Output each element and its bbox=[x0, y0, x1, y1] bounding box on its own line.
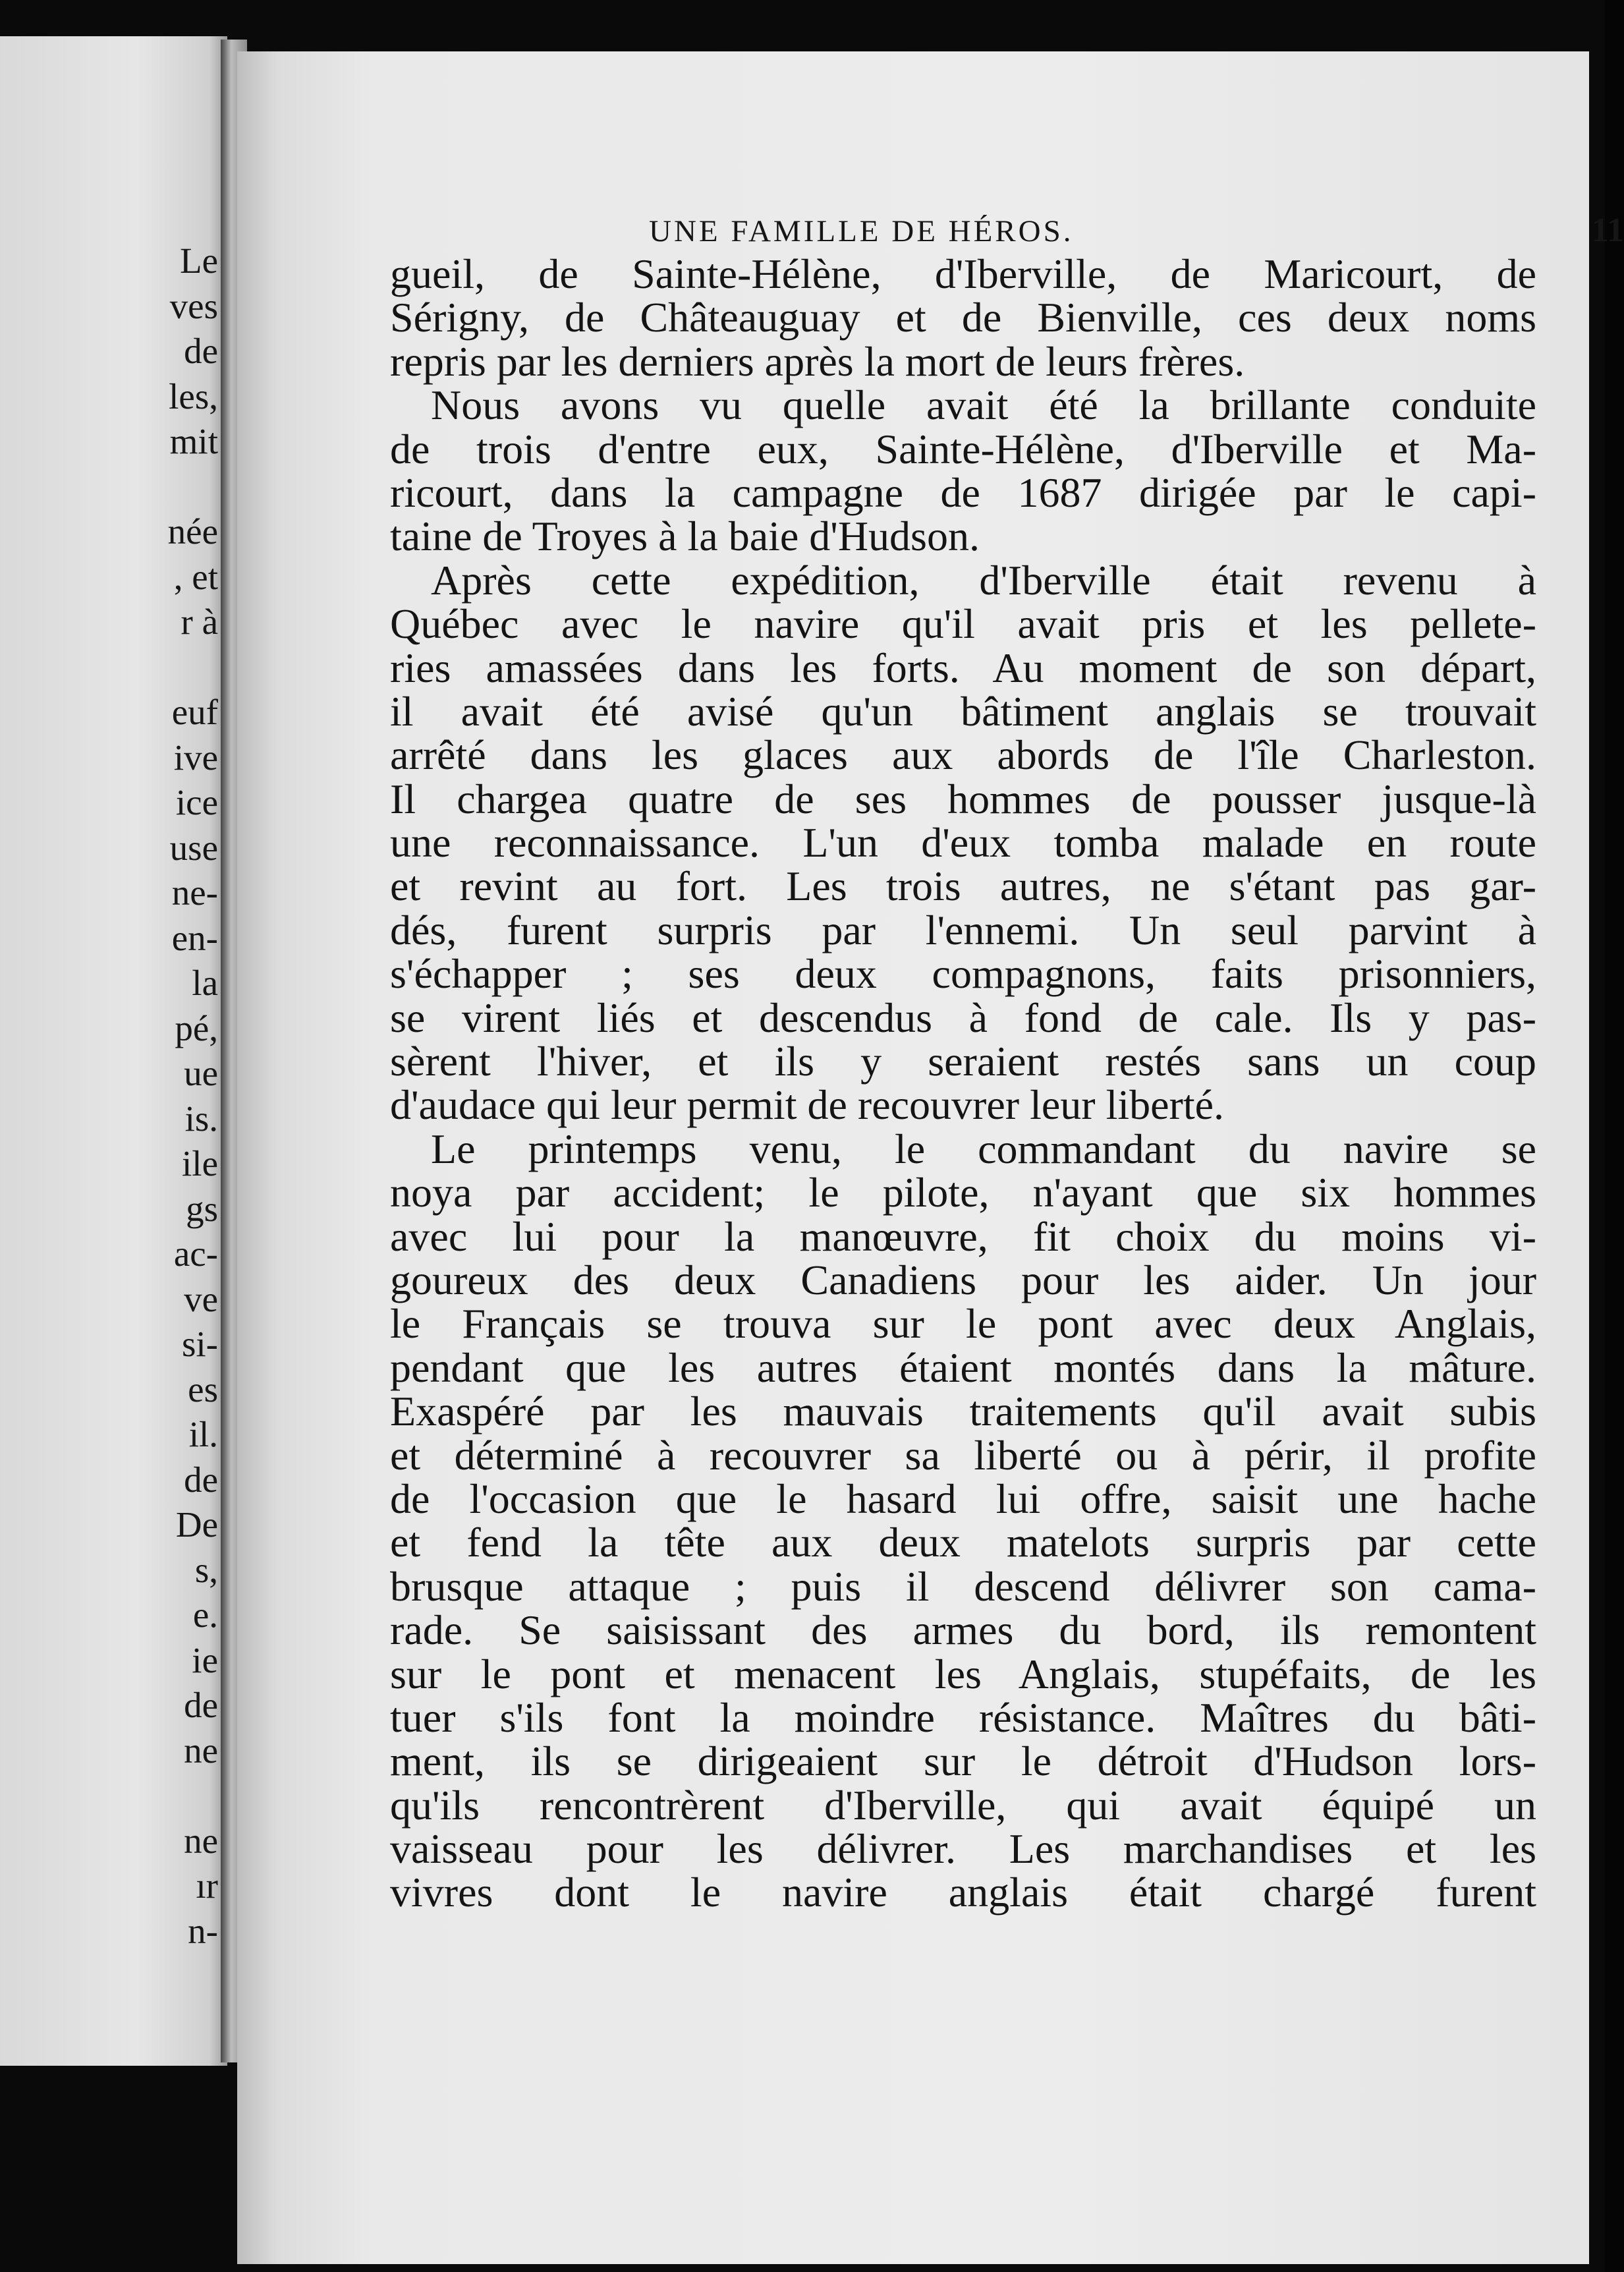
text-line: taine de Troyes à la baie d'Hudson. bbox=[390, 513, 980, 560]
left-fragment-line: ue bbox=[184, 1053, 218, 1093]
left-fragment-line: is. bbox=[184, 1098, 218, 1139]
left-fragment-line: r à bbox=[181, 602, 218, 642]
text-line: sèrent l'hiver, et ils y seraient restés sans un coup bbox=[390, 1038, 1536, 1085]
text-line: Québec avec le navire qu'il avait pris et les pellete- bbox=[390, 600, 1536, 648]
left-fragment-line: ves bbox=[169, 285, 218, 326]
text-line: ment, ils se dirigeaient sur le détroit d'Hudson lors- bbox=[390, 1738, 1536, 1785]
left-fragment-line: de bbox=[184, 331, 218, 371]
left-fragment-line: ne- bbox=[171, 872, 218, 913]
left-fragment-line: Le bbox=[179, 241, 218, 281]
text-line: le Français se trouva sur le pont avec deux Anglais, bbox=[390, 1300, 1536, 1348]
left-fragment-line bbox=[168, 645, 218, 691]
left-fragment-line: en- bbox=[171, 917, 218, 958]
text-line: d'audace qui leur permit de recouvrer leur liberté. bbox=[390, 1081, 1225, 1129]
left-fragment-line: de bbox=[184, 1685, 218, 1725]
text-line: s'échapper ; ses deux compagnons, faits prisonniers, bbox=[390, 950, 1536, 998]
text-line: ricourt, dans la campagne de 1687 dirigée par le capi- bbox=[390, 469, 1536, 516]
left-fragment-line: ie bbox=[192, 1639, 218, 1680]
text-line: et fend la tête aux deux matelots surpris par cette bbox=[390, 1519, 1536, 1566]
left-fragment-line: s, bbox=[194, 1549, 218, 1590]
text-line: pendant que les autres étaient montés dans la mâture. bbox=[390, 1344, 1536, 1391]
text-line: gueil, de Sainte-Hélène, d'Iberville, de Maricourt, de bbox=[390, 250, 1536, 297]
left-fragment-line: gs bbox=[186, 1188, 218, 1229]
left-fragment-line: ice bbox=[175, 782, 218, 822]
text-line: de trois d'entre eux, Sainte-Hélène, d'Iberville et Ma- bbox=[390, 425, 1536, 472]
text-line: goureux des deux Canadiens pour les aider. Un jour bbox=[390, 1256, 1536, 1303]
left-fragment-line: ile bbox=[182, 1143, 218, 1183]
left-fragment-line: ive bbox=[173, 737, 218, 778]
left-fragment-line bbox=[168, 465, 218, 510]
text-line: ries amassées dans les forts. Au moment de son départ, bbox=[390, 644, 1536, 691]
text-line: et revint au fort. Les trois autres, ne s'étant pas gar- bbox=[390, 863, 1536, 910]
text-line: arrêté dans les glaces aux abords de l'île Charleston. bbox=[390, 731, 1536, 779]
left-fragment-line: ac- bbox=[173, 1234, 218, 1274]
text-line: et déterminé à recouvrer sa liberté ou à périr, il profite bbox=[390, 1431, 1536, 1479]
text-line: qu'ils rencontrèrent d'Iberville, qui avait équipé un bbox=[390, 1781, 1536, 1829]
left-fragment-line: use bbox=[169, 827, 218, 868]
text-line: Après cette expédition, d'Iberville était revenu à bbox=[431, 556, 1536, 604]
left-fragment-line: mit bbox=[169, 421, 218, 461]
left-fragment-line: De bbox=[175, 1504, 218, 1545]
left-fragment-line: les, bbox=[169, 376, 218, 416]
text-line: tuer s'ils font la moindre résistance. Maîtres du bâti- bbox=[390, 1693, 1536, 1741]
left-fragment-line: née bbox=[167, 511, 218, 552]
text-line: Il chargea quatre de ses hommes de pousser jusque-là bbox=[390, 775, 1536, 822]
left-fragment-line: si- bbox=[182, 1324, 218, 1364]
left-fragment-line: la bbox=[192, 963, 218, 1003]
left-page-text-fragments bbox=[168, 239, 218, 1954]
left-fragment-line: il. bbox=[188, 1414, 218, 1454]
text-line: brusque attaque ; puis il descend délivrer son cama- bbox=[390, 1562, 1536, 1610]
left-fragment-line bbox=[168, 1773, 218, 1819]
text-line: noya par accident; le pilote, n'ayant que six hommes bbox=[390, 1169, 1536, 1216]
text-line: avec lui pour la manœuvre, fit choix du moins vi- bbox=[390, 1212, 1536, 1260]
text-line: il avait été avisé qu'un bâtiment anglais se trouvait bbox=[390, 687, 1536, 735]
text-line: Le printemps venu, le commandant du navire se bbox=[431, 1125, 1536, 1172]
text-line: Exaspéré par les mauvais traitements qu'il avait subis bbox=[390, 1388, 1536, 1435]
right-page bbox=[237, 51, 1624, 2264]
left-fragment-line: pé, bbox=[175, 1008, 218, 1048]
text-line: une reconnaissance. L'un d'eux tomba malade en route bbox=[390, 819, 1536, 866]
text-line: repris par les derniers après la mort de leurs frères. bbox=[390, 337, 1245, 385]
text-line: Sérigny, de Châteauguay et de Bienville, ces deux noms bbox=[390, 294, 1536, 341]
running-header bbox=[649, 211, 1624, 250]
page-number: 11 bbox=[1591, 212, 1624, 249]
left-fragment-line: e. bbox=[192, 1595, 218, 1635]
text-line: sur le pont et menacent les Anglais, stupéfaits, de les bbox=[390, 1650, 1536, 1697]
left-fragment-line: ve bbox=[184, 1278, 218, 1319]
body-text bbox=[390, 252, 1536, 1915]
text-line: rade. Se saisissant des armes du bord, ils remontent bbox=[390, 1606, 1536, 1654]
text-line: se virent liés et descendus à fond de cale. Ils y pas- bbox=[390, 994, 1536, 1041]
left-fragment-line: n- bbox=[188, 1910, 218, 1951]
text-line: de l'occasion que le hasard lui offre, saisit une hache bbox=[390, 1475, 1536, 1522]
running-title: UNE FAMILLE DE HÉROS. bbox=[649, 214, 1074, 248]
text-line: vivres dont le navire anglais était chargé furent bbox=[390, 1869, 1536, 1916]
left-fragment-line: , et bbox=[173, 556, 218, 597]
left-fragment-line: de bbox=[184, 1459, 218, 1500]
text-line: vaisseau pour les délivrer. Les marchandises et les bbox=[390, 1825, 1536, 1873]
left-fragment-line: euf bbox=[171, 692, 218, 732]
left-fragment-line: es bbox=[188, 1369, 218, 1409]
text-line: Nous avons vu quelle avait été la brillante conduite bbox=[431, 382, 1536, 429]
left-fragment-line: ne bbox=[184, 1820, 218, 1861]
left-page-edge bbox=[0, 36, 227, 2066]
text-line: dés, furent surpris par l'ennemi. Un seul parvint à bbox=[390, 906, 1536, 953]
left-fragment-line: ne bbox=[184, 1730, 218, 1771]
left-fragment-line: ır bbox=[196, 1865, 218, 1906]
